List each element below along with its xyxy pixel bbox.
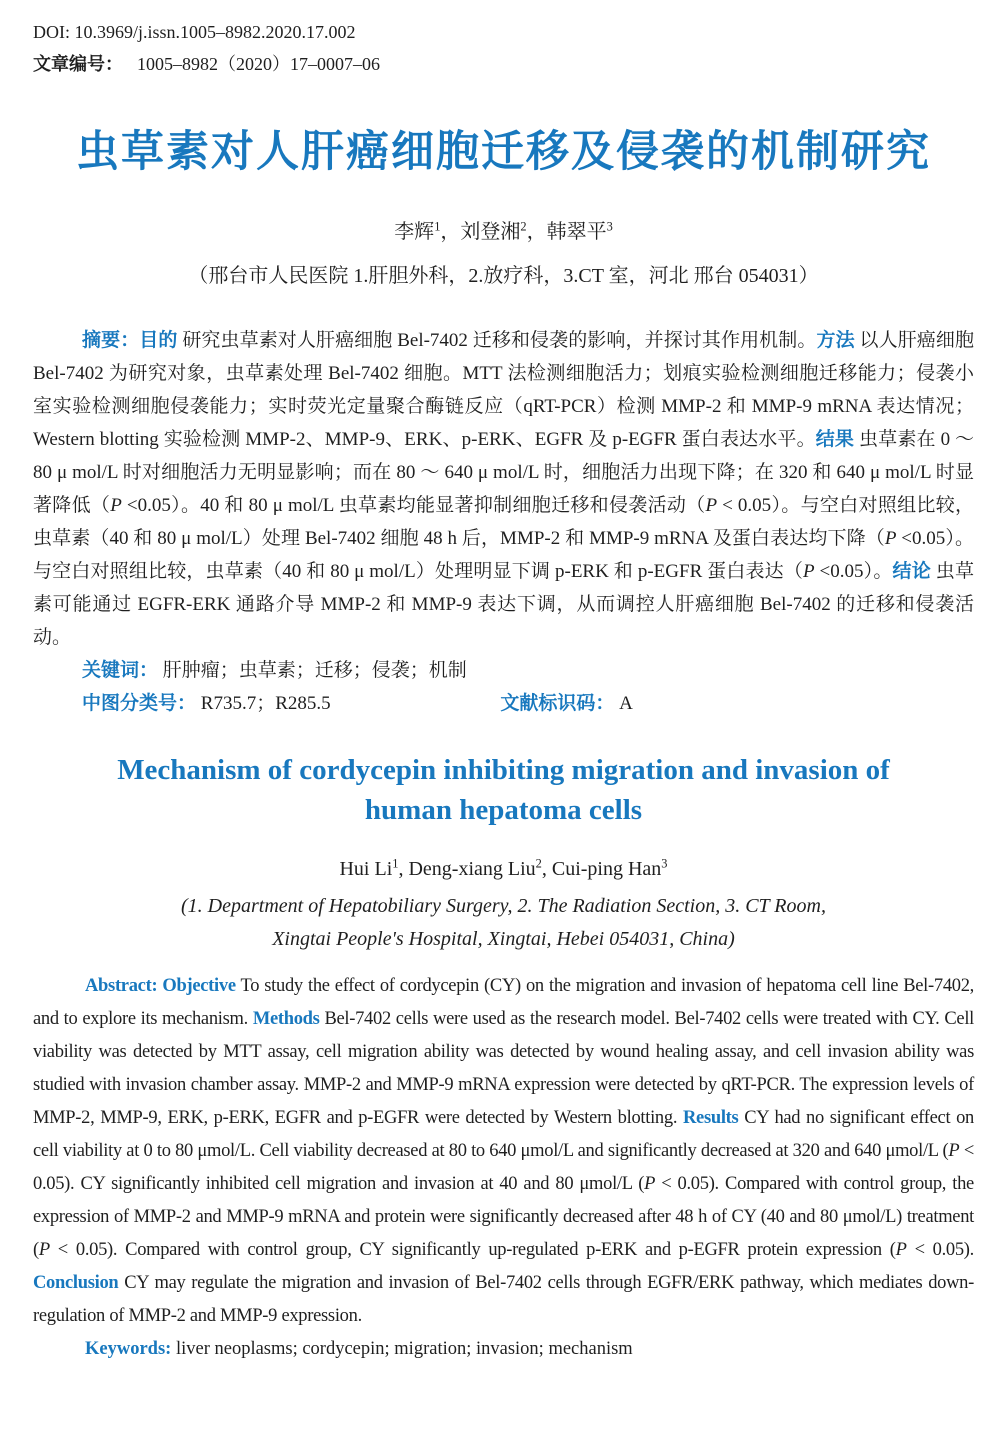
chinese-keywords-label: 关键词： bbox=[82, 660, 159, 681]
author-superscript: 3 bbox=[606, 219, 613, 234]
text-segment: ，刘登湘 bbox=[440, 221, 521, 243]
clc-label: 中图分类号： bbox=[82, 693, 197, 714]
chinese-keywords-value: 肝肿瘤；虫草素；迁移；侵袭；机制 bbox=[162, 660, 467, 681]
english-keywords-line bbox=[33, 1333, 974, 1366]
document-code-label: 文献标识码： bbox=[500, 693, 615, 714]
inline-section-label: 结论 bbox=[892, 561, 931, 582]
document-code-value: A bbox=[619, 693, 633, 714]
text-segment: 研究虫草素对人肝癌细胞 Bel-7402 迁移和侵袭的影响，并探讨其作用机制。 bbox=[177, 330, 817, 351]
english-keywords-value: liver neoplasms; cordycepin; migration; invasion; mechanism bbox=[175, 1339, 633, 1359]
text-segment: Hui Li bbox=[339, 858, 393, 880]
author-superscript: 1 bbox=[434, 219, 441, 234]
inline-section-label: Methods bbox=[252, 1009, 320, 1029]
text-segment: < 0.05). Compared with control group, the expression of MMP-2 and MMP-9 mRNA and protein were significantly decreased after 48 h of CY (40 and 80 μmol/L) treatment ( bbox=[33, 1174, 974, 1260]
inline-section-label: Conclusion bbox=[33, 1273, 119, 1293]
text-segment: CY had no significant effect on cell viability at 0 to 80 μmol/L. Cell viability decreased at 80 to 640 μmol/L and significantly decreased at 320 and 640 μmol/L ( bbox=[33, 1108, 975, 1161]
text-segment: P bbox=[705, 495, 718, 516]
text-segment: , Cui-ping Han bbox=[541, 858, 662, 880]
inline-section-label: Abstract: bbox=[85, 976, 158, 996]
article-number-line bbox=[33, 52, 974, 76]
text-segment: < 0.05). CY significantly inhibited cell migration and invasion at 40 and 80 μmol/L ( bbox=[33, 1141, 974, 1194]
author-superscript: 1 bbox=[392, 856, 399, 871]
inline-section-label: 结果 bbox=[815, 429, 855, 450]
author-superscript: 2 bbox=[535, 856, 542, 871]
text-segment: P bbox=[884, 528, 897, 549]
text-segment: < 0.05）。与空白对照组比较，虫草素（40 和 80 μ mol/L）处理 Bel-7402 细胞 48 h 后，MMP-2 和 MMP-9 mRNA 及蛋白表达均下降（ bbox=[33, 495, 975, 549]
english-affiliation-line-2: Xingtai People's Hospital, Xingtai, Hebei 054031, China) bbox=[272, 928, 735, 950]
text-segment: 以人肝癌细胞 Bel-7402 为研究对象，虫草素处理 Bel-7402 细胞。MTT 法检测细胞活力；划痕实验检测细胞迁移能力；侵袭小室实验检测细胞侵袭能力；实时荧光定量聚合酶链反应（qRT-PCR）检测 MMP-2 和 MMP-9 mRNA 表达情况；Western blotting 实验检测 MMP-2、MMP-9、ERK、p-ERK、EGFR 及 p-EGFR 蛋白表达水平。 bbox=[33, 330, 974, 450]
article-number-value: 1005–8982（2020）17–0007–06 bbox=[137, 54, 380, 74]
inline-section-label: 摘要：目的 bbox=[82, 330, 178, 351]
english-affiliation bbox=[33, 890, 974, 956]
chinese-abstract bbox=[33, 324, 974, 654]
author-superscript: 3 bbox=[661, 856, 668, 871]
text-segment: P bbox=[895, 1240, 907, 1260]
text-segment: P bbox=[803, 561, 815, 582]
text-segment: Bel-7402 cells were used as the research model. Bel-7402 cells were treated with CY. Cell viability was detected by MTT assay, cell migration ability was detected by wound healing assay, and cell invasion ability was studied with invasion chamber assay. MMP-2 and MMP-9 mRNA expression were detected by qRT-PCR. The expression levels of MMP-2, MMP-9, ERK, p-ERK, EGFR and p-EGFR were detected by Western blotting. bbox=[33, 1009, 974, 1128]
english-abstract bbox=[33, 970, 974, 1333]
text-segment: 虫草素在 0 ～ 80 μ mol/L 时对细胞活力无明显影响；而在 80 ～ 640 μ mol/L 时，细胞活力出现下降；在 320 和 640 μ mol/L 时显著降低（ bbox=[33, 429, 974, 516]
text-segment: <0.05）。 bbox=[814, 561, 893, 582]
text-segment: P bbox=[38, 1240, 50, 1260]
classification-line bbox=[33, 687, 974, 720]
text-segment: ，韩翠平 bbox=[526, 221, 607, 243]
text-segment: P bbox=[110, 495, 122, 516]
article-number-label: 文章编号： bbox=[33, 54, 123, 74]
clc-value: R735.7；R285.5 bbox=[200, 693, 331, 714]
english-title-line-2: human hepatoma cells bbox=[364, 794, 643, 826]
author-superscript: 2 bbox=[520, 219, 527, 234]
english-authors bbox=[33, 856, 974, 882]
chinese-affiliation: （邢台市人民医院 1.肝胆外科，2.放疗科，3.CT 室，河北 邢台 054031） bbox=[188, 265, 819, 287]
inline-section-label: 方法 bbox=[816, 330, 855, 351]
text-segment: P bbox=[644, 1174, 656, 1194]
text-segment: , Deng-xiang Liu bbox=[398, 858, 536, 880]
text-segment: CY may regulate the migration and invasion of Bel-7402 cells through EGFR/ERK pathway, which mediates down-regulation of MMP-2 and MMP-9 expression. bbox=[33, 1273, 974, 1326]
chinese-keywords-line bbox=[33, 654, 974, 687]
text-segment: <0.05）。40 和 80 μ mol/L 虫草素均能显著抑制细胞迁移和侵袭活动（ bbox=[121, 495, 706, 516]
text-segment: 虫草素可能通过 EGFR-ERK 通路介导 MMP-2 和 MMP-9 表达下调，从而调控人肝癌细胞 Bel-7402 的迁移和侵袭活动。 bbox=[33, 561, 974, 648]
text-segment: P bbox=[948, 1141, 960, 1161]
english-affiliation-line-1: (1. Department of Hepatobiliary Surgery, 2. The Radiation Section, 3. CT Room, bbox=[181, 895, 826, 917]
text-segment: < 0.05). bbox=[906, 1240, 974, 1260]
chinese-authors bbox=[33, 218, 974, 246]
doi-line: DOI: 10.3969/j.issn.1005–8982.2020.17.002 bbox=[33, 22, 356, 42]
text-segment: 李辉 bbox=[394, 221, 435, 243]
inline-section-label: Objective bbox=[162, 976, 236, 996]
english-title bbox=[33, 750, 974, 830]
english-keywords-label: Keywords: bbox=[85, 1339, 172, 1359]
inline-section-label: Results bbox=[682, 1108, 739, 1128]
text-segment: To study the effect of cordycepin (CY) on the migration and invasion of hepatoma cell line Bel-7402, and to explore its mechanism. bbox=[33, 976, 974, 1029]
chinese-title: 虫草素对人肝癌细胞迁移及侵袭的机制研究 bbox=[76, 128, 931, 176]
english-title-line-1: Mechanism of cordycepin inhibiting migration and invasion of bbox=[117, 754, 890, 786]
text-segment: <0.05）。与空白对照组比较，虫草素（40 和 80 μ mol/L）处理明显下调 p-ERK 和 p-EGFR 蛋白表达（ bbox=[33, 528, 974, 582]
text-segment: < 0.05). Compared with control group, CY significantly up-regulated p-ERK and p-EGFR protein expression ( bbox=[49, 1240, 896, 1260]
